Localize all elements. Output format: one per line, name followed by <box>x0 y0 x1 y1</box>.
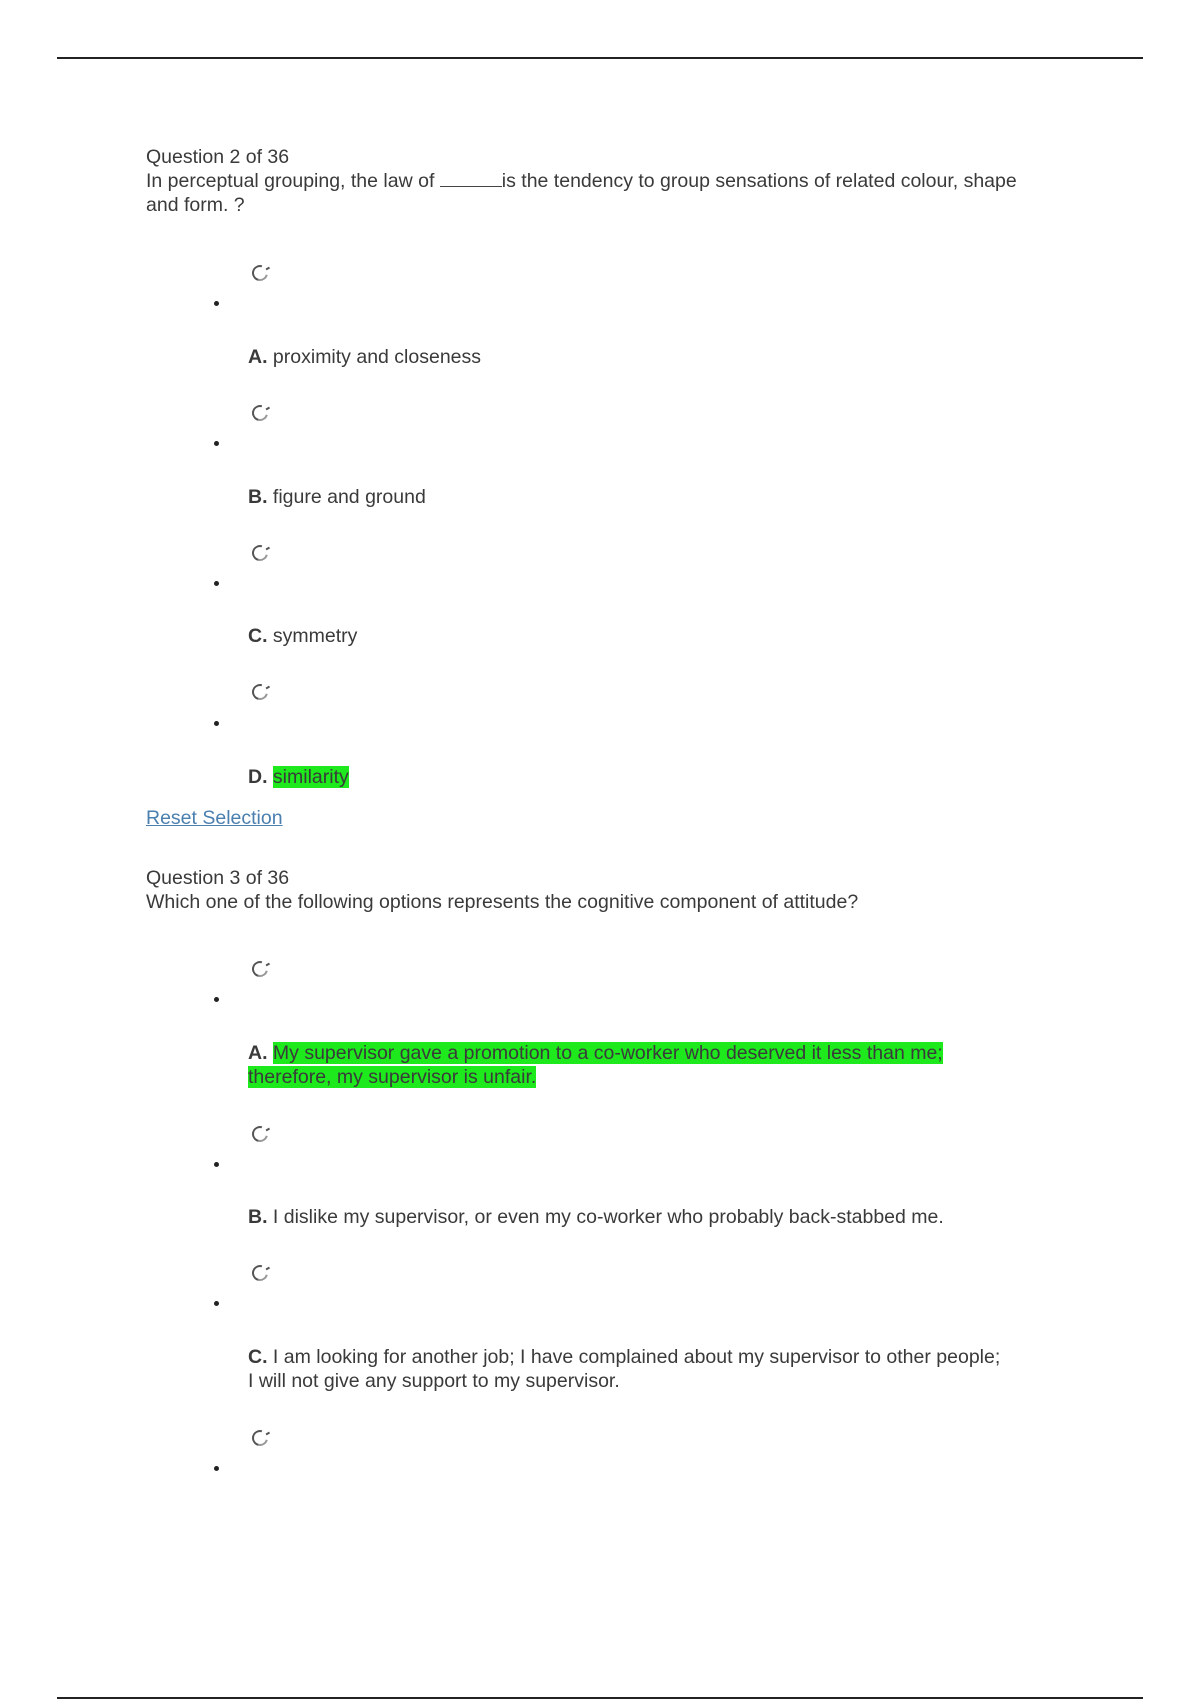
option-text: figure and ground <box>272 486 426 508</box>
option-text: I dislike my supervisor, or even my co-worker who probably back-stabbed me. <box>272 1206 944 1228</box>
option-text: proximity and closeness <box>272 346 482 368</box>
option-b[interactable] <box>248 1205 1048 1229</box>
fill-in-blank <box>440 170 502 187</box>
question-text-end: is the tendency to group sensations of related colour, shape and form. ? <box>146 170 1017 216</box>
option-text: symmetry <box>272 625 358 647</box>
bullet-icon <box>214 721 219 726</box>
top-rule <box>57 57 1143 59</box>
question-text <box>146 169 1026 217</box>
bottom-rule <box>57 1697 1143 1699</box>
radio-option-d[interactable] <box>249 681 271 703</box>
bullet-icon <box>214 581 219 586</box>
option-letter: B. <box>248 486 268 508</box>
option-a[interactable] <box>248 345 1008 369</box>
radio-option-b[interactable] <box>249 402 271 424</box>
question-text-start: In perceptual grouping, the law of <box>146 170 440 192</box>
option-letter: B. <box>248 1206 268 1228</box>
radio-option-a[interactable] <box>249 958 271 980</box>
radio-option-c[interactable] <box>249 542 271 564</box>
bullet-icon <box>214 301 219 306</box>
radio-option-d[interactable] <box>249 1427 271 1449</box>
option-text: I am looking for another job; I have complained about my supervisor to other people; I will not give any support to my supervisor. <box>248 1346 1001 1392</box>
question-text: Which one of the following options represents the cognitive component of attitude? <box>146 891 859 913</box>
option-letter: C. <box>248 1346 268 1368</box>
option-b[interactable] <box>248 485 1008 509</box>
bullet-icon <box>214 1162 219 1167</box>
option-text-highlighted: similarity <box>272 766 349 788</box>
reset-selection-link[interactable]: Reset Selection <box>146 807 283 829</box>
question-number: Question 3 of 36 <box>146 867 290 889</box>
option-c[interactable] <box>248 1345 1008 1393</box>
bullet-icon <box>214 1301 219 1306</box>
option-c[interactable] <box>248 624 1008 648</box>
option-letter: D. <box>248 766 268 788</box>
option-text-highlighted: My supervisor gave a promotion to a co-worker who deserved it less than me; therefore, my supervisor is unfair. <box>248 1042 943 1088</box>
radio-option-a[interactable] <box>249 262 271 284</box>
radio-option-c[interactable] <box>249 1262 271 1284</box>
option-d[interactable] <box>248 765 1008 789</box>
option-letter: C. <box>248 625 268 647</box>
bullet-icon <box>214 441 219 446</box>
option-a[interactable] <box>248 1041 1008 1089</box>
bullet-icon <box>214 997 219 1002</box>
option-letter: A. <box>248 1042 268 1064</box>
bullet-icon <box>214 1466 219 1471</box>
question-number: Question 2 of 36 <box>146 146 290 168</box>
option-letter: A. <box>248 346 268 368</box>
radio-option-b[interactable] <box>249 1123 271 1145</box>
